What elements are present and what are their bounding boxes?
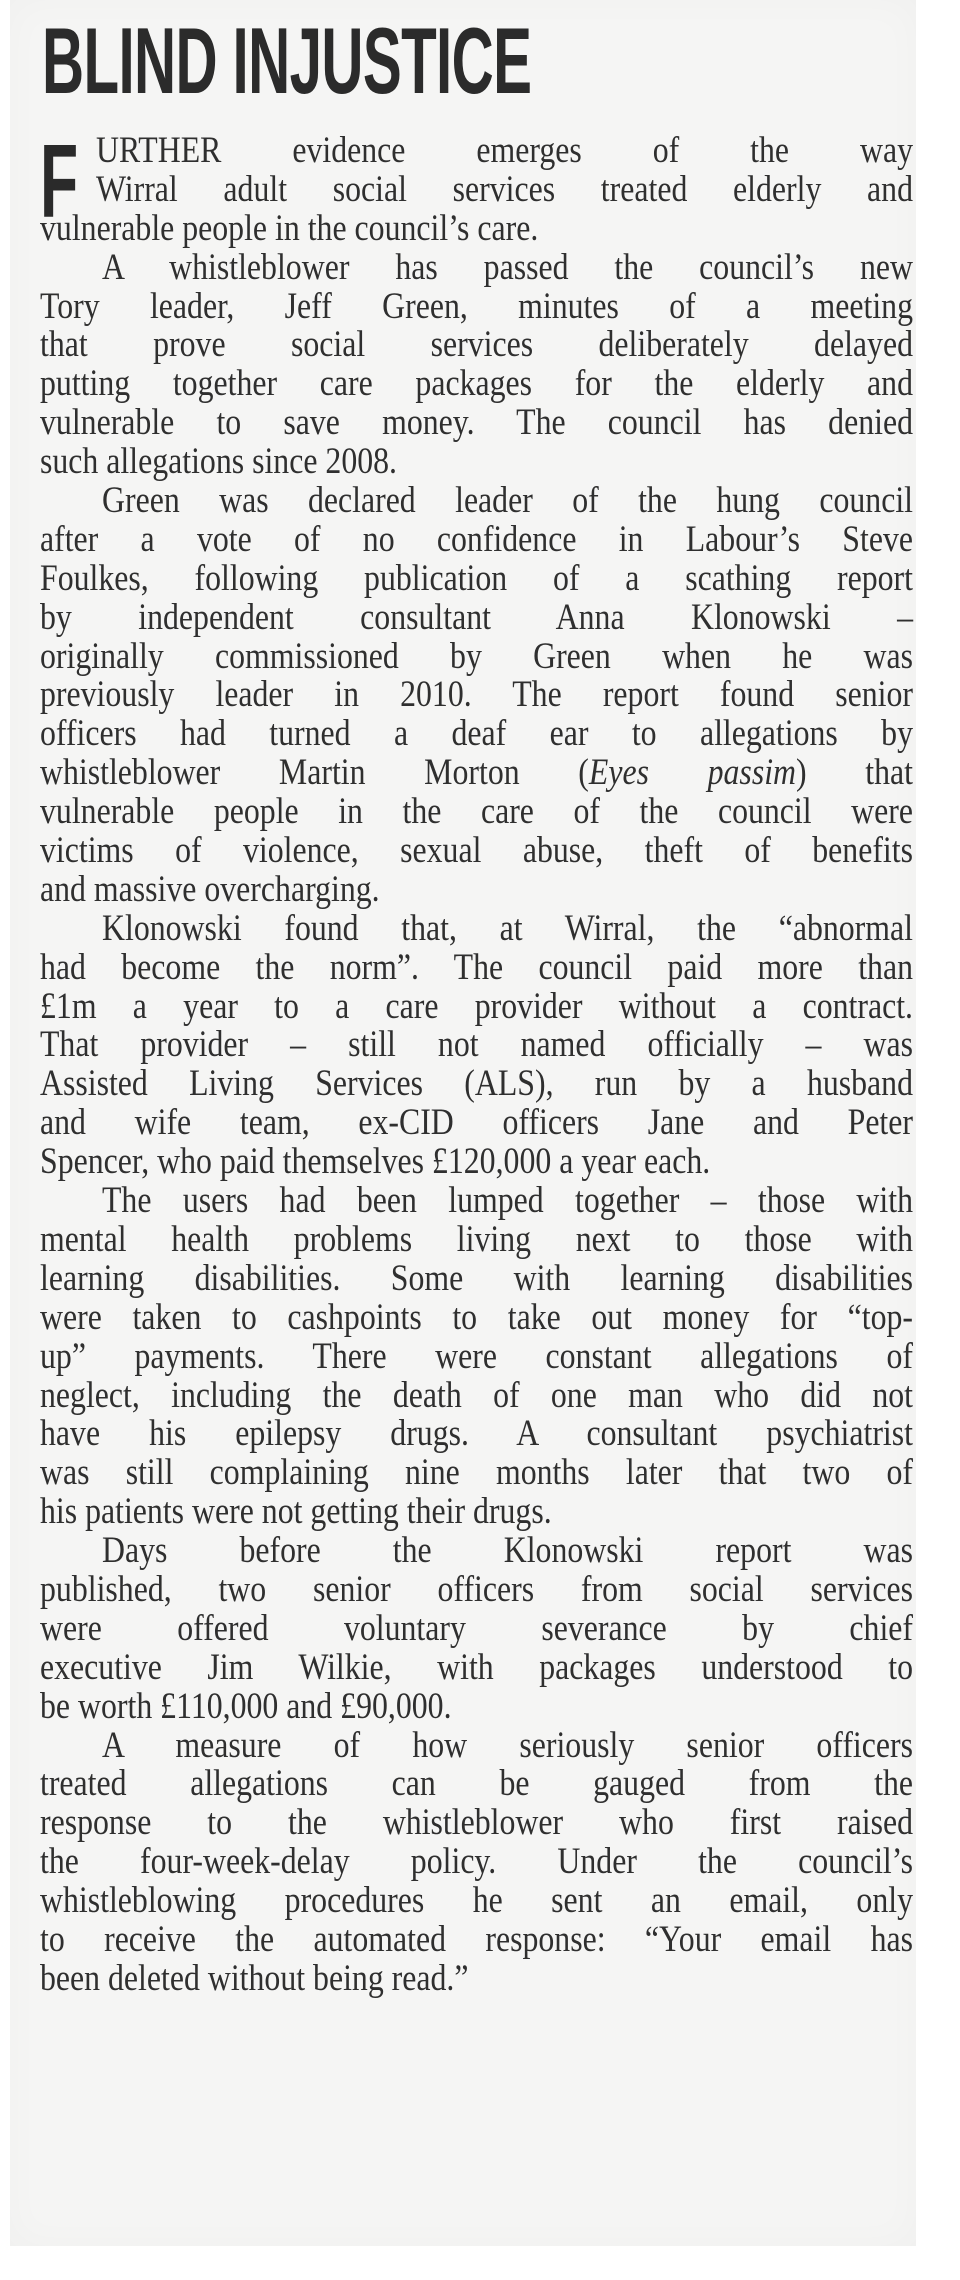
paragraph: [40, 1724, 914, 1999]
paragraph: [40, 907, 914, 1183]
paragraph: [40, 124, 913, 249]
text-line: treated allegations can be gauged from the: [40, 1763, 914, 1805]
text-line: Assisted Living Services (ALS), run by a husband: [40, 1063, 914, 1105]
text-line: were taken to cashpoints to take out money for “top-: [40, 1296, 914, 1338]
text-line: vulnerable to save money. The council has denied: [40, 402, 913, 444]
text-line: That provider – still not named officially – was: [40, 1024, 913, 1066]
text-line: was still complaining nine months later that two of: [40, 1452, 914, 1494]
text-line: by independent consultant Anna Klonowski –: [40, 596, 913, 638]
paragraph: [40, 1532, 913, 1726]
text-line: originally commissioned by Green when he was: [40, 635, 913, 677]
text-line: vulnerable people in the care of the council were: [40, 791, 913, 833]
text-line: were offered voluntary severance by chief: [40, 1607, 914, 1649]
text-line: to receive the automated response: “Your email has: [40, 1918, 914, 1960]
text-line: be worth £110,000 and £90,000.: [40, 1685, 452, 1727]
italic-text: Eyes passim: [588, 752, 797, 794]
text-line: Spencer, who paid themselves £120,000 a year each.: [40, 1141, 711, 1183]
paragraph: [40, 246, 914, 483]
text-line: officers had turned a deaf ear to allegations by: [40, 713, 913, 755]
text-line: up” payments. There were constant allegations of: [40, 1335, 914, 1377]
text-line: Days before the Klonowski report was: [102, 1530, 913, 1572]
text-line: putting together care packages for the elderly and: [40, 363, 914, 405]
text-line: URTHER evidence emerges of the way: [96, 130, 913, 171]
text-line: Green was declared leader of the hung council: [102, 480, 914, 522]
article-body: [40, 124, 914, 1999]
text-line: had become the norm”. The council paid more than: [40, 946, 913, 988]
text-line: Wirral adult social services treated elderly and: [96, 168, 913, 210]
headline: BLIND INJUSTICE: [42, 8, 532, 113]
text-line: £1m a year to a care provider without a contract.: [40, 985, 913, 1027]
text-line: The users had been lumped together – those with: [102, 1180, 914, 1222]
text-line: vulnerable people in the council’s care.: [40, 207, 539, 249]
text-line: published, two senior officers from social services: [40, 1568, 914, 1610]
text-line: have his epilepsy drugs. A consultant psychiatrist: [40, 1413, 913, 1455]
text-line: and massive overcharging.: [40, 868, 380, 910]
text-line: neglect, including the death of one man who did not: [40, 1374, 914, 1416]
text-line: learning disabilities. Some with learning disabilities: [40, 1257, 914, 1299]
text-line: A whistleblower has passed the council’s new: [102, 246, 913, 288]
text-line: whistleblower Martin Morton (Eyes passim) that: [40, 752, 913, 794]
text-line: that prove social services deliberately delayed: [40, 324, 914, 366]
text-line: A measure of how seriously senior officers: [102, 1724, 913, 1766]
text-line: his patients were not getting their drugs.: [40, 1491, 552, 1533]
drop-cap: F: [40, 124, 79, 240]
text-line: previously leader in 2010. The report found senior: [40, 674, 914, 716]
text-line: Foulkes, following publication of a scathing report: [40, 557, 913, 599]
paragraph: [40, 482, 913, 910]
text-line: such allegations since 2008.: [40, 441, 398, 483]
text-line: the four-week-delay policy. Under the council’s: [40, 1841, 914, 1883]
text-line: response to the whistleblower who first raised: [40, 1802, 913, 1844]
text-line: Tory leader, Jeff Green, minutes of a meeting: [40, 285, 914, 327]
text-line: been deleted without being read.”: [40, 1957, 469, 1999]
text-line: executive Jim Wilkie, with packages understood to: [40, 1646, 914, 1688]
text-line: after a vote of no confidence in Labour’s Steve: [40, 518, 913, 560]
paragraph: [40, 1182, 913, 1532]
text-line: victims of violence, sexual abuse, theft of benefits: [40, 830, 914, 872]
text-line: Klonowski found that, at Wirral, the “abnormal: [102, 907, 914, 949]
text-line: whistleblowing procedures he sent an email, only: [40, 1880, 913, 1922]
text-line: mental health problems living next to those with: [40, 1218, 913, 1260]
text-line: and wife team, ex-CID officers Jane and Peter: [40, 1102, 914, 1144]
